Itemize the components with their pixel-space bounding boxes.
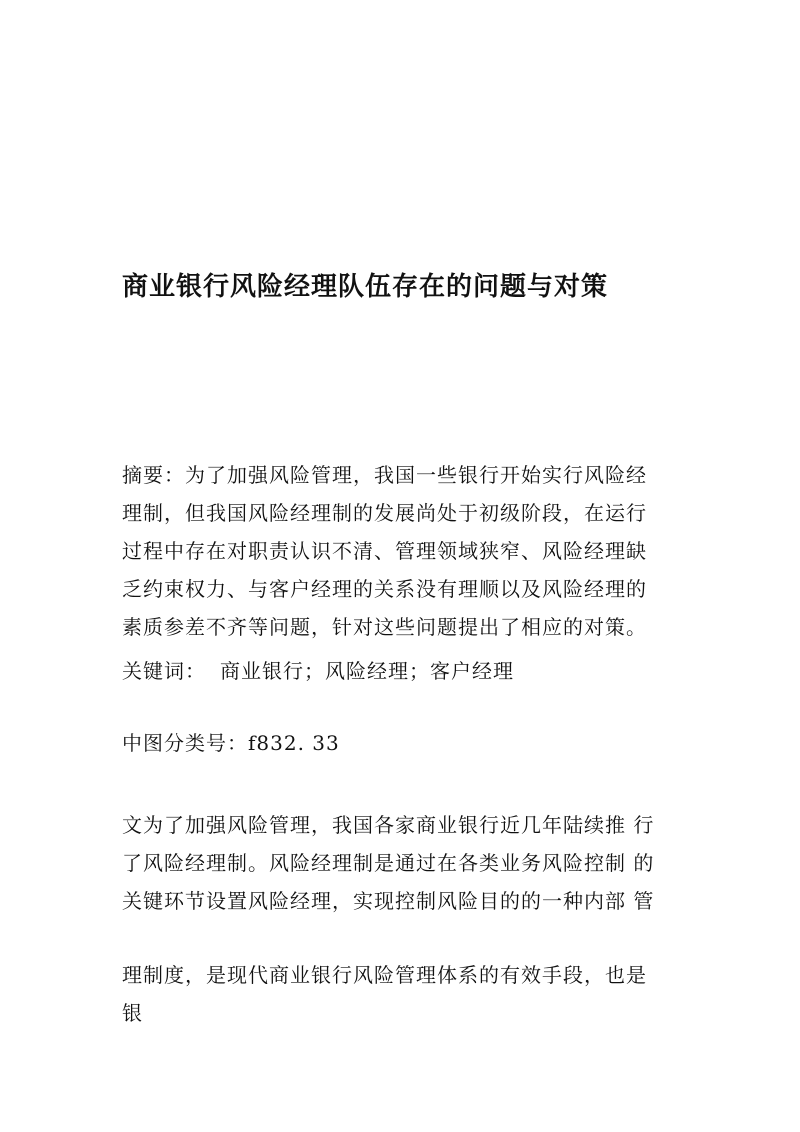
keywords-value: 商业银行；风险经理；客户经理 xyxy=(220,659,514,683)
body-paragraph xyxy=(122,956,682,1032)
document-title: 商业银行风险经理队伍存在的问题与对策 xyxy=(122,272,609,302)
abstract-line: 理制，但我国风险经理制的发展尚处于初级阶段，在运行 xyxy=(122,501,647,525)
body-paragraph xyxy=(122,806,682,920)
abstract-line: 摘要：为了加强风险管理，我国一些银行开始实行风险经 xyxy=(122,463,647,487)
body-line: 了风险经理制。风险经理制是通过在各类业务风险控制 的 xyxy=(122,851,655,875)
keywords-line xyxy=(122,656,514,686)
body-line: 理制度，是现代商业银行风险管理体系的有效手段，也是 xyxy=(122,963,647,987)
abstract-line: 过程中存在对职责认识不清、管理领域狭窄、风险经理缺 xyxy=(122,539,647,563)
body-line: 关键环节设置风险经理，实现控制风险目的的一种内部 管 xyxy=(122,889,655,913)
body-line: 银 xyxy=(122,1001,143,1025)
classification-number: 中图分类号：f832. 33 xyxy=(122,731,340,755)
abstract-line: 素质参差不齐等问题，针对这些问题提出了相应的对策。 xyxy=(122,615,647,639)
keywords-label: 关键词： xyxy=(122,659,206,683)
abstract-paragraph xyxy=(122,456,682,646)
body-line: 文为了加强风险管理，我国各家商业银行近几年陆续推 行 xyxy=(122,813,655,837)
abstract-line: 乏约束权力、与客户经理的关系没有理顺以及风险经理的 xyxy=(122,577,647,601)
